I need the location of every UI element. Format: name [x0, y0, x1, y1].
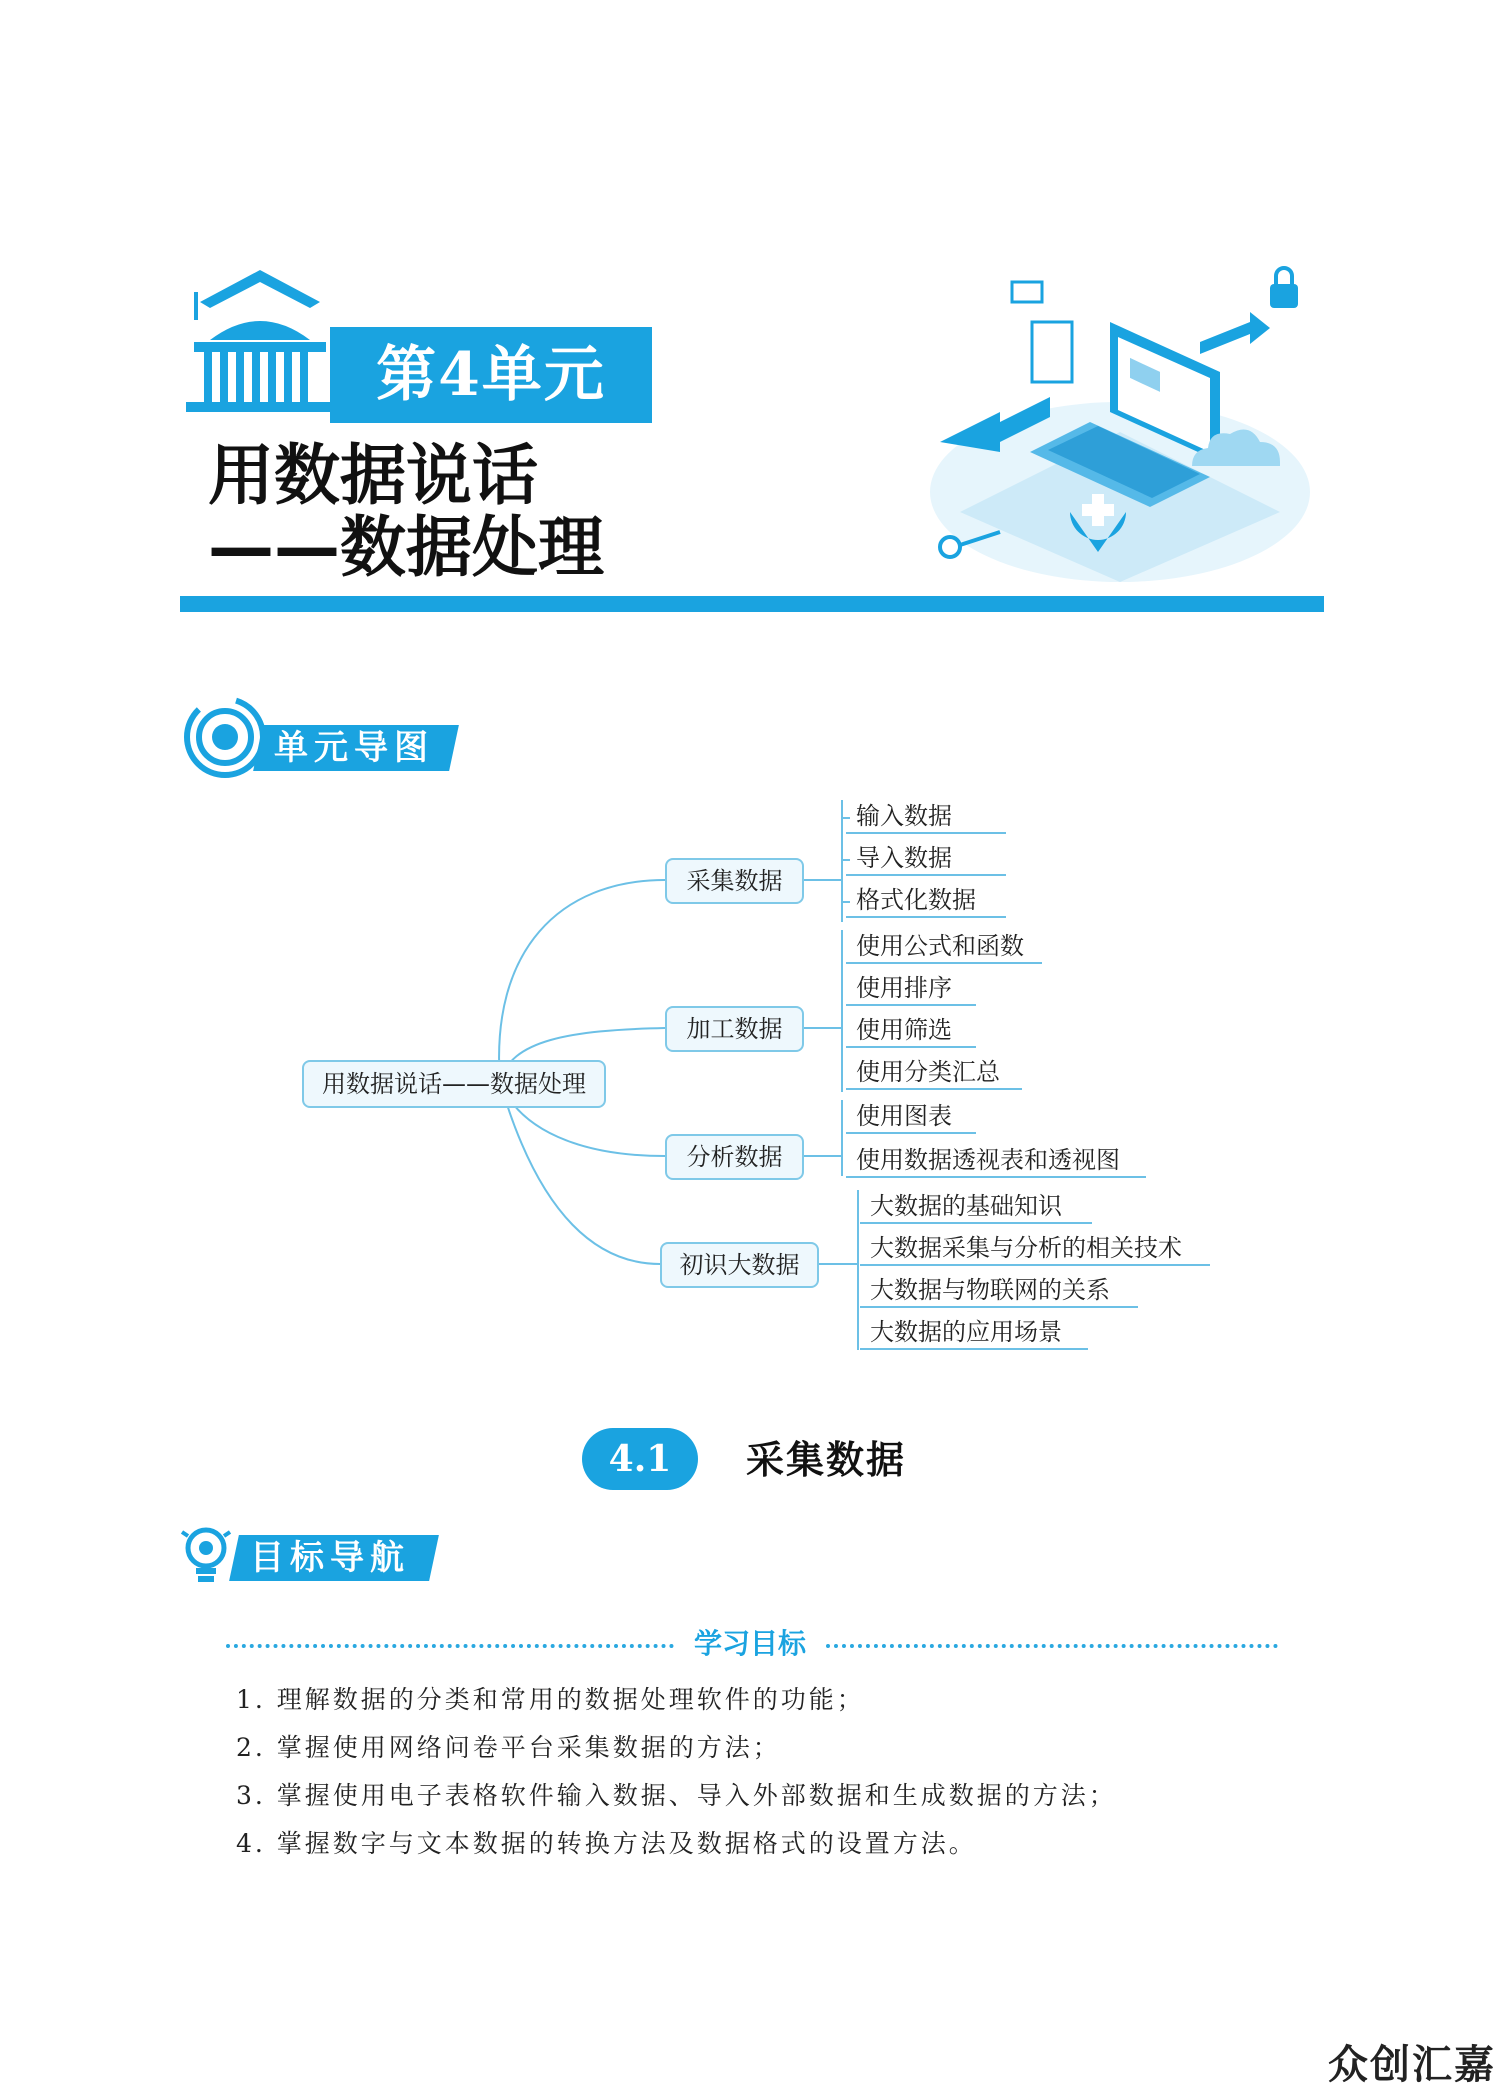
learning-goal-item: 2. 掌握使用网络问卷平台采集数据的方法；: [236, 1733, 781, 1762]
mind-map-branch: 初识大数据: [660, 1242, 819, 1288]
mind-map-leaf: 使用数据透视表和透视图: [846, 1144, 1146, 1178]
mind-map-leaf: 导入数据: [846, 842, 1006, 876]
mind-map-leaf: 使用分类汇总: [846, 1056, 1022, 1090]
mind-map-leaf: 使用公式和函数: [846, 930, 1042, 964]
mind-map-leaf: 大数据的基础知识: [860, 1190, 1092, 1224]
mind-map-leaf: 输入数据: [846, 800, 1006, 834]
lightbulb-icon: [178, 1522, 234, 1586]
unit-label: 第4单元: [376, 340, 606, 410]
goals-tag: 目标导航: [229, 1535, 439, 1581]
mind-map-leaf: 大数据采集与分析的相关技术: [860, 1232, 1210, 1266]
watermark: 众创汇嘉: [1328, 2042, 1496, 2088]
mind-map-leaf: 格式化数据: [846, 884, 1006, 918]
section-number: 4.1: [582, 1428, 698, 1490]
mind-map-leaf: 使用排序: [846, 972, 976, 1006]
learning-goal-item: 1. 理解数据的分类和常用的数据处理软件的功能；: [236, 1685, 865, 1714]
mind-map-leaf: 使用图表: [846, 1100, 976, 1134]
learning-goals-heading: 学习目标: [693, 1627, 806, 1660]
unit-title-line1: 用数据说话: [208, 437, 538, 514]
unit-title-line2: ——数据处理: [208, 509, 604, 586]
mind-map-leaf: 使用筛选: [846, 1014, 976, 1048]
mind-map-branch: 采集数据: [665, 858, 804, 904]
dotted-rule-right: [826, 1644, 1278, 1648]
learning-goal-item: 3. 掌握使用电子表格软件输入数据、导入外部数据和生成数据的方法；: [236, 1781, 1117, 1810]
mind-map-leaf: 大数据与物联网的关系: [860, 1274, 1138, 1308]
dotted-rule-left: [226, 1644, 674, 1648]
mind-map-branch: 加工数据: [665, 1006, 804, 1052]
mind-map-branch: 分析数据: [665, 1134, 804, 1180]
section-title: 采集数据: [746, 1438, 907, 1482]
mind-map-tag: 单元导图: [253, 725, 459, 771]
learning-goal-item: 4. 掌握数字与文本数据的转换方法及数据格式的设置方法。: [236, 1829, 977, 1858]
mind-map-leaf: 大数据的应用场景: [860, 1316, 1088, 1350]
mind-map-root: 用数据说话——数据处理: [302, 1060, 606, 1108]
